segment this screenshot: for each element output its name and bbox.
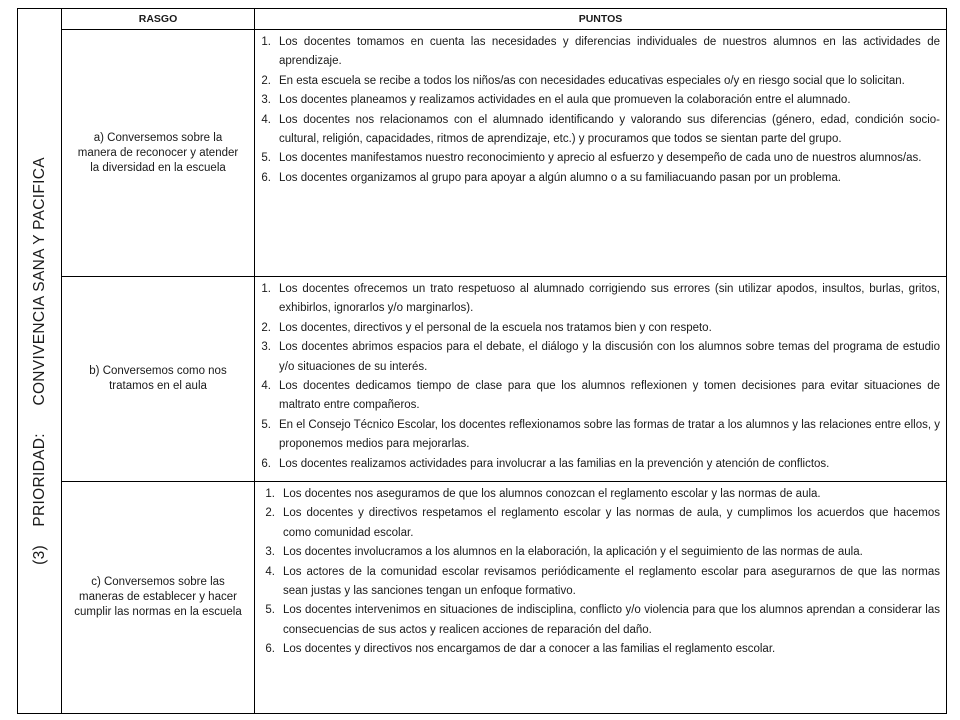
list-item — [259, 543, 940, 562]
point-number: 3. — [261, 94, 271, 107]
rasgo-b: b) Conversemos como nos tratamos en el aula — [62, 277, 255, 482]
point-text: Los docentes tomamos en cuenta las necesidades y diferencias individuales de nuestros alumnos en las actividades de aprendizaje. — [279, 36, 940, 68]
list-item — [259, 319, 940, 338]
point-text: Los docentes organizamos al grupo para apoyar a algún alumno o a su familiacuando pasan por un problema. — [279, 171, 841, 184]
list-item — [259, 563, 940, 602]
rasgo-a: a) Conversemos sobre la manera de reconocer y atender la diversidad en la escuela — [62, 30, 255, 277]
priority-title — [31, 157, 49, 565]
points-cell-c — [255, 482, 947, 714]
rasgo-c: c) Conversemos sobre las maneras de establecer y hacer cumplir las normas en la escuela — [62, 482, 255, 714]
point-number: 6. — [261, 457, 271, 470]
point-number: 6. — [265, 643, 275, 656]
priority-label: PRIORIDAD: — [30, 433, 48, 527]
list-item — [259, 111, 940, 150]
list-item — [259, 33, 940, 72]
list-item — [259, 280, 940, 319]
point-number: 2. — [261, 74, 271, 87]
point-text: Los actores de la comunidad escolar revisamos periódicamente el reglamento escolar para asegurarnos de que las normas sean justas y las sanciones tengan un enfoque formativo. — [283, 565, 940, 598]
table-row — [18, 277, 947, 482]
header-rasgo: RASGO — [62, 9, 255, 30]
list-item — [259, 377, 940, 416]
table-row — [18, 30, 947, 277]
table-row — [18, 482, 947, 714]
list-item — [259, 455, 940, 474]
points-cell-b — [255, 277, 947, 482]
point-text: Los docentes y directivos respetamos el reglamento escolar y las normas de aula, y cumplimos los acuerdos que hacemos como comunidad escolar. — [283, 507, 940, 539]
list-item — [259, 72, 940, 91]
point-text: Los docentes manifestamos nuestro reconocimiento y aprecio al esfuerzo y desempeño de cada uno de nuestros alumnos/as. — [279, 152, 922, 165]
points-list-a — [259, 33, 940, 188]
point-number: 5. — [261, 152, 271, 165]
point-number: 5. — [261, 418, 271, 431]
point-number: 2. — [261, 321, 271, 334]
priority-number: (3) — [30, 545, 48, 565]
point-text: Los docentes dedicamos tiempo de clase para que los alumnos reflexionen y tomen decisiones para evitar situaciones de maltrato entre compañeros. — [279, 380, 940, 412]
priority-name: CONVIVENCIA SANA Y PACIFICA — [30, 157, 48, 406]
point-number: 6. — [261, 171, 271, 184]
point-text: Los docentes nos relacionamos con el alumnado identificando y valorando sus diferencias (género, edad, condición socio-cultural, religión, capacidades, ritmos de aprendizaje, etc.) y procuramos que todos se sientan parte del grupo. — [279, 113, 940, 146]
header-puntos: PUNTOS — [255, 9, 947, 30]
point-number: 4. — [261, 380, 271, 393]
point-text: Los docentes abrimos espacios para el debate, el diálogo y la discusión con los alumnos sobre temas del programa de estudio y/o situaciones de su interés. — [279, 341, 940, 373]
point-number: 1. — [261, 36, 271, 48]
point-number: 5. — [265, 604, 275, 617]
point-number: 4. — [265, 565, 275, 578]
point-text: Los docentes intervenimos en situaciones de indisciplina, conflicto y/o violencia para que los alumnos aprendan a considerar las consecuencias de sus actos y realicen acciones de reparación del daño. — [283, 604, 940, 636]
points-list-b — [259, 280, 940, 474]
list-item — [259, 640, 940, 659]
point-text: Los docentes ofrecemos un trato respetuoso al alumnado corrigiendo sus errores (sin utilizar apodos, insultos, burlas, gritos, exhibirlos, ignorarlos y/o marginarlos). — [279, 283, 940, 315]
list-item — [259, 91, 940, 110]
list-item — [259, 416, 940, 455]
list-item — [259, 169, 940, 188]
priority-cell — [18, 9, 62, 714]
point-number: 4. — [261, 113, 271, 126]
point-number: 1. — [265, 488, 275, 500]
point-text: Los docentes, directivos y el personal de la escuela nos tratamos bien y con respeto. — [279, 321, 712, 334]
point-text: Los docentes involucramos a los alumnos en la elaboración, la aplicación y el seguimiento de las normas de aula. — [283, 546, 863, 559]
point-text: En esta escuela se recibe a todos los niños/as con necesidades educativas especiales o/y en riesgo social que lo solicitan. — [279, 74, 905, 87]
priority-table — [17, 8, 947, 714]
point-text: Los docentes y directivos nos encargamos de dar a conocer a las familias el reglamento escolar. — [283, 643, 776, 656]
points-cell-a — [255, 30, 947, 277]
point-text: Los docentes planeamos y realizamos actividades en el aula que promueven la colaboración entre el alumnado. — [279, 94, 851, 107]
point-text: Los docentes realizamos actividades para involucrar a las familias en la prevención y atención de conflictos. — [279, 457, 830, 470]
points-list-c — [259, 485, 940, 660]
point-text: Los docentes nos aseguramos de que los alumnos conozcan el reglamento escolar y las normas de aula. — [283, 488, 821, 500]
point-number: 3. — [265, 546, 275, 559]
list-item — [259, 601, 940, 640]
list-item — [259, 485, 940, 504]
list-item — [259, 504, 940, 543]
list-item — [259, 338, 940, 377]
list-item — [259, 149, 940, 168]
point-text: En el Consejo Técnico Escolar, los docentes reflexionamos sobre las formas de tratar a los alumnos y las relaciones entre ellos, y proponemos medios para mejorarlas. — [279, 418, 940, 451]
point-number: 1. — [261, 283, 271, 295]
point-number: 2. — [265, 507, 275, 520]
point-number: 3. — [261, 341, 271, 354]
